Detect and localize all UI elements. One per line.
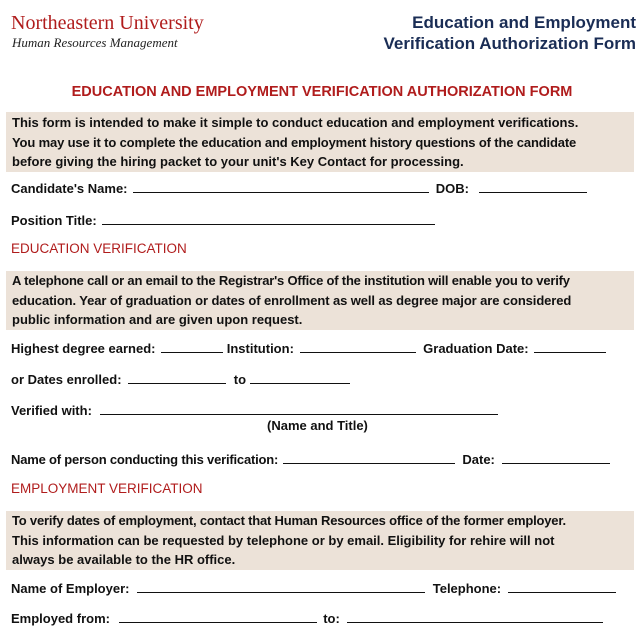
education-heading: EDUCATION VERIFICATION [11, 241, 187, 256]
telephone-label: Telephone: [432, 581, 502, 596]
employment-info-line: To verify dates of employment, contact that Human Resources office of the former employer. [12, 513, 566, 528]
degree-field[interactable] [161, 339, 223, 353]
dob-field[interactable] [479, 179, 587, 193]
dates-enrolled-label: or Dates enrolled: [11, 372, 122, 387]
position-title-row [11, 211, 435, 229]
conductor-field[interactable] [283, 450, 455, 464]
verified-with-field[interactable] [100, 401, 498, 415]
verified-with-row [11, 401, 498, 419]
employer-row [11, 579, 616, 597]
dob-label: DOB: [435, 181, 469, 196]
graduation-date-field[interactable] [534, 339, 606, 353]
intro-box [6, 112, 634, 172]
to-label: to [233, 372, 247, 387]
education-info-line: education. Year of graduation or dates of enrollment as well as degree major are considered [12, 292, 572, 308]
candidate-name-label: Candidate's Name: [11, 181, 128, 196]
education-info-line: public information and are given upon request. [12, 312, 303, 327]
degree-row [11, 339, 606, 357]
institution-field[interactable] [300, 339, 416, 353]
main-heading: EDUCATION AND EMPLOYMENT VERIFICATION AUTHORIZATION FORM [71, 84, 573, 100]
intro-line: You may use it to complete the education and employment history questions of the candidate [12, 134, 577, 150]
education-info-line: A telephone call or an email to the Registrar's Office of the institution will enable you to verify [12, 273, 570, 288]
enrolled-from-field[interactable] [128, 370, 226, 384]
department-name: Human Resources Management [12, 35, 178, 50]
intro-line: This form is intended to make it simple to conduct education and employment verifications. [12, 115, 579, 130]
employment-info-line: This information can be requested by telephone or by email. Eligibility for rehire will not [12, 532, 555, 548]
position-title-label: Position Title: [11, 213, 97, 228]
candidate-name-field[interactable] [133, 179, 429, 193]
employed-to-label: to: [323, 611, 340, 626]
form-title-line-2: Verification Authorization Form [383, 34, 636, 53]
employment-info-box [6, 511, 634, 570]
employed-to-field[interactable] [347, 609, 603, 623]
employment-heading: EMPLOYMENT VERIFICATION [11, 481, 203, 496]
employer-label: Name of Employer: [11, 581, 130, 596]
intro-line: before giving the hiring packet to your unit's Key Contact for processing. [12, 154, 464, 169]
telephone-field[interactable] [508, 579, 616, 593]
name-title-caption: (Name and Title) [267, 418, 368, 433]
form-title-line-1: Education and Employment [412, 13, 636, 32]
form-title [384, 12, 637, 54]
date-field[interactable] [502, 450, 610, 464]
date-label: Date: [462, 452, 495, 467]
dates-enrolled-row [11, 370, 350, 388]
conductor-label: Name of person conducting this verification: [11, 452, 279, 467]
position-title-field[interactable] [102, 211, 435, 225]
employed-from-label: Employed from: [11, 611, 110, 626]
employer-field[interactable] [137, 579, 425, 593]
employment-info-line: always be available to the HR office. [12, 552, 236, 567]
verified-with-label: Verified with: [11, 403, 92, 418]
candidate-name-row [11, 179, 587, 197]
education-info-box [6, 271, 634, 330]
header [0, 0, 644, 62]
employed-row [11, 609, 603, 627]
enrolled-to-field[interactable] [250, 370, 350, 384]
graduation-date-label: Graduation Date: [423, 341, 529, 356]
degree-label: Highest degree earned: [11, 341, 156, 356]
institution-label: Institution: [226, 341, 294, 356]
conductor-row [11, 450, 610, 468]
employed-from-field[interactable] [119, 609, 317, 623]
university-logo: Northeastern University [11, 12, 204, 34]
